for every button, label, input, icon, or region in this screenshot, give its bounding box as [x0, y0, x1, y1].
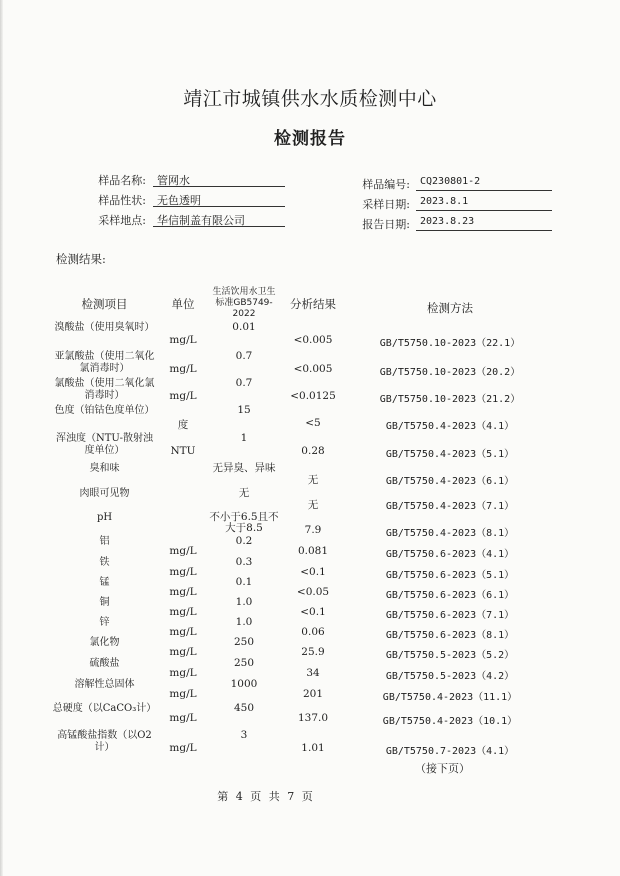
cell-item: 浑浊度（NTU-散射浊度单位） [55, 433, 154, 456]
table-row [0, 657, 620, 682]
cell-result: <0.005 [293, 334, 333, 346]
cell-unit: mg/L [169, 586, 197, 598]
cell-result: 无 [307, 474, 319, 486]
cell-method: GB/T5750.6-2023（8.1） [385, 630, 515, 641]
header-method: 检测方法 [427, 301, 473, 315]
cell-item: 锰 [99, 577, 110, 588]
cell-method: GB/T5750.4-2023（7.1） [385, 501, 515, 512]
report-date-label: 报告日期: [362, 218, 410, 231]
report-title: 检测报告 [274, 129, 346, 149]
cell-method: GB/T5750.10-2023（20.2） [379, 367, 521, 378]
cell-result: 7.9 [304, 524, 322, 536]
report-date-value: 2023.8.23 [416, 216, 552, 231]
cell-standard: 250 [233, 636, 255, 648]
sample-name-label: 样品名称: [98, 174, 146, 187]
sample-no-value: CQ230801-2 [416, 176, 552, 191]
table-row [0, 678, 620, 703]
cell-result: <0.0125 [290, 390, 336, 402]
cell-method: GB/T5750.5-2023（5.2） [385, 650, 515, 661]
cell-unit: mg/L [169, 667, 197, 679]
cell-result: 201 [302, 688, 324, 700]
cell-item: 锌 [99, 617, 110, 628]
header-standard: 生活饮用水卫生标准GB5749-2022 [212, 287, 276, 319]
cell-standard: 1 [240, 432, 248, 444]
table-row [0, 729, 620, 757]
cell-standard: 0.1 [235, 576, 253, 588]
cell-standard: 3 [240, 729, 248, 741]
table-row [0, 596, 620, 621]
header-unit: 单位 [171, 297, 195, 311]
table-row [0, 556, 620, 581]
table-row [0, 636, 620, 661]
table-row [0, 616, 620, 641]
cell-result: 0.081 [297, 545, 329, 557]
cell-method: GB/T5750.4-2023（4.1） [385, 421, 515, 432]
cell-unit: mg/L [169, 742, 197, 754]
cell-method: GB/T5750.4-2023（6.1） [385, 476, 515, 487]
table-row [0, 321, 620, 349]
cell-method: GB/T5750.4-2023（11.1） [382, 692, 518, 703]
cell-item: 亚氯酸盐（使用二氧化氯消毒时） [54, 351, 155, 374]
cell-standard: 无 [238, 487, 250, 499]
table-row [0, 462, 620, 487]
cell-item: pH [96, 512, 113, 523]
cell-result: <0.05 [296, 586, 330, 598]
cell-item: 肉眼可见物 [79, 488, 130, 499]
cell-item: 铁 [99, 557, 110, 568]
org-title: 靖江市城镇供水水质检测中心 [183, 88, 437, 110]
cell-standard: 450 [233, 702, 255, 714]
cell-method: GB/T5750.6-2023（5.1） [385, 570, 515, 581]
cell-item: 臭和味 [89, 463, 120, 474]
cell-unit: mg/L [169, 606, 197, 618]
cell-result: 0.06 [301, 626, 325, 638]
sample-prop-value: 无色透明 [153, 192, 285, 207]
table-row [0, 576, 620, 601]
cell-item: 氯化物 [89, 637, 120, 648]
sample-site-label: 采样地点: [98, 214, 146, 227]
cell-method: GB/T5750.6-2023（6.1） [385, 590, 515, 601]
cell-unit: 度 [177, 419, 189, 431]
page-number: 第 4 页 共 7 页 [217, 790, 313, 803]
cell-item: 硫酸盐 [89, 658, 120, 669]
cell-item: 铝 [99, 536, 110, 547]
results-title: 检测结果: [56, 252, 106, 266]
cell-method: GB/T5750.4-2023（10.1） [382, 716, 518, 727]
cell-unit: mg/L [169, 363, 197, 375]
sample-site-value: 华信制盖有限公司 [153, 212, 285, 227]
cell-item: 高锰酸盐指数（以O2计） [57, 730, 152, 753]
cell-unit: mg/L [169, 566, 197, 578]
cell-standard: 0.7 [235, 350, 253, 362]
cell-standard: 不小于6.5且不大于8.5 [209, 511, 279, 534]
sample-no-label: 样品编号: [362, 178, 410, 191]
cell-item: 铜 [99, 597, 110, 608]
sampling-date-label: 采样日期: [362, 198, 410, 211]
cell-method: GB/T5750.6-2023（7.1） [385, 610, 515, 621]
cell-method: GB/T5750.6-2023（4.1） [385, 549, 515, 560]
cell-method: GB/T5750.5-2023（4.2） [385, 671, 515, 682]
cell-standard: 0.2 [235, 535, 253, 547]
cell-result: 无 [307, 499, 319, 511]
table-row [0, 432, 620, 460]
sample-name-value: 管网水 [153, 172, 285, 187]
cell-item: 总硬度（以CaCO₃计） [52, 703, 157, 714]
cell-item: 色度（铂钴色度单位） [54, 405, 155, 416]
header-result: 分析结果 [290, 297, 336, 311]
sampling-date-value: 2023.8.1 [416, 196, 552, 211]
cell-result: <5 [305, 417, 321, 429]
cell-standard: 无异臭、异味 [212, 462, 276, 474]
cell-unit: mg/L [169, 712, 197, 724]
cell-unit: mg/L [169, 646, 197, 658]
cell-result: <0.1 [300, 606, 326, 618]
cell-result: 1.01 [301, 742, 325, 754]
cell-result: 0.28 [301, 445, 325, 457]
cell-standard: 1.0 [235, 616, 253, 628]
continued-note: （接下页） [415, 762, 470, 775]
cell-standard: 1.0 [235, 596, 253, 608]
cell-result: <0.1 [300, 566, 326, 578]
cell-standard: 250 [233, 657, 255, 669]
table-row [0, 404, 620, 432]
cell-item: 溶解性总固体 [74, 679, 135, 690]
cell-item: 氯酸盐（使用二氧化氯消毒时） [54, 378, 155, 401]
cell-standard: 0.3 [235, 556, 253, 568]
table-row [0, 511, 620, 539]
table-row [0, 702, 620, 727]
cell-standard: 0.01 [232, 321, 256, 333]
header-item: 检测项目 [81, 297, 128, 311]
cell-item: 溴酸盐（使用臭氧时） [54, 322, 155, 333]
cell-unit: mg/L [169, 545, 197, 557]
cell-result: 137.0 [297, 712, 329, 724]
cell-unit: mg/L [169, 390, 197, 402]
table-row [0, 535, 620, 560]
cell-unit: mg/L [169, 688, 197, 700]
cell-result: <0.005 [293, 363, 333, 375]
cell-method: GB/T5750.10-2023（22.1） [379, 338, 521, 349]
table-row [0, 487, 620, 512]
sample-prop-label: 样品性状: [98, 194, 146, 207]
table-row [0, 377, 620, 405]
table-row [0, 350, 620, 378]
cell-unit: NTU [170, 445, 196, 457]
cell-method: GB/T5750.7-2023（4.1） [385, 746, 515, 757]
cell-standard: 0.7 [235, 377, 253, 389]
cell-standard: 15 [237, 404, 251, 416]
cell-result: 25.9 [301, 646, 325, 658]
cell-unit: mg/L [169, 334, 197, 346]
cell-method: GB/T5750.10-2023（21.2） [379, 394, 521, 405]
cell-method: GB/T5750.4-2023（8.1） [385, 528, 515, 539]
cell-standard: 1000 [230, 678, 258, 690]
cell-method: GB/T5750.4-2023（5.1） [385, 449, 515, 460]
cell-unit: mg/L [169, 626, 197, 638]
cell-result: 34 [306, 667, 320, 679]
